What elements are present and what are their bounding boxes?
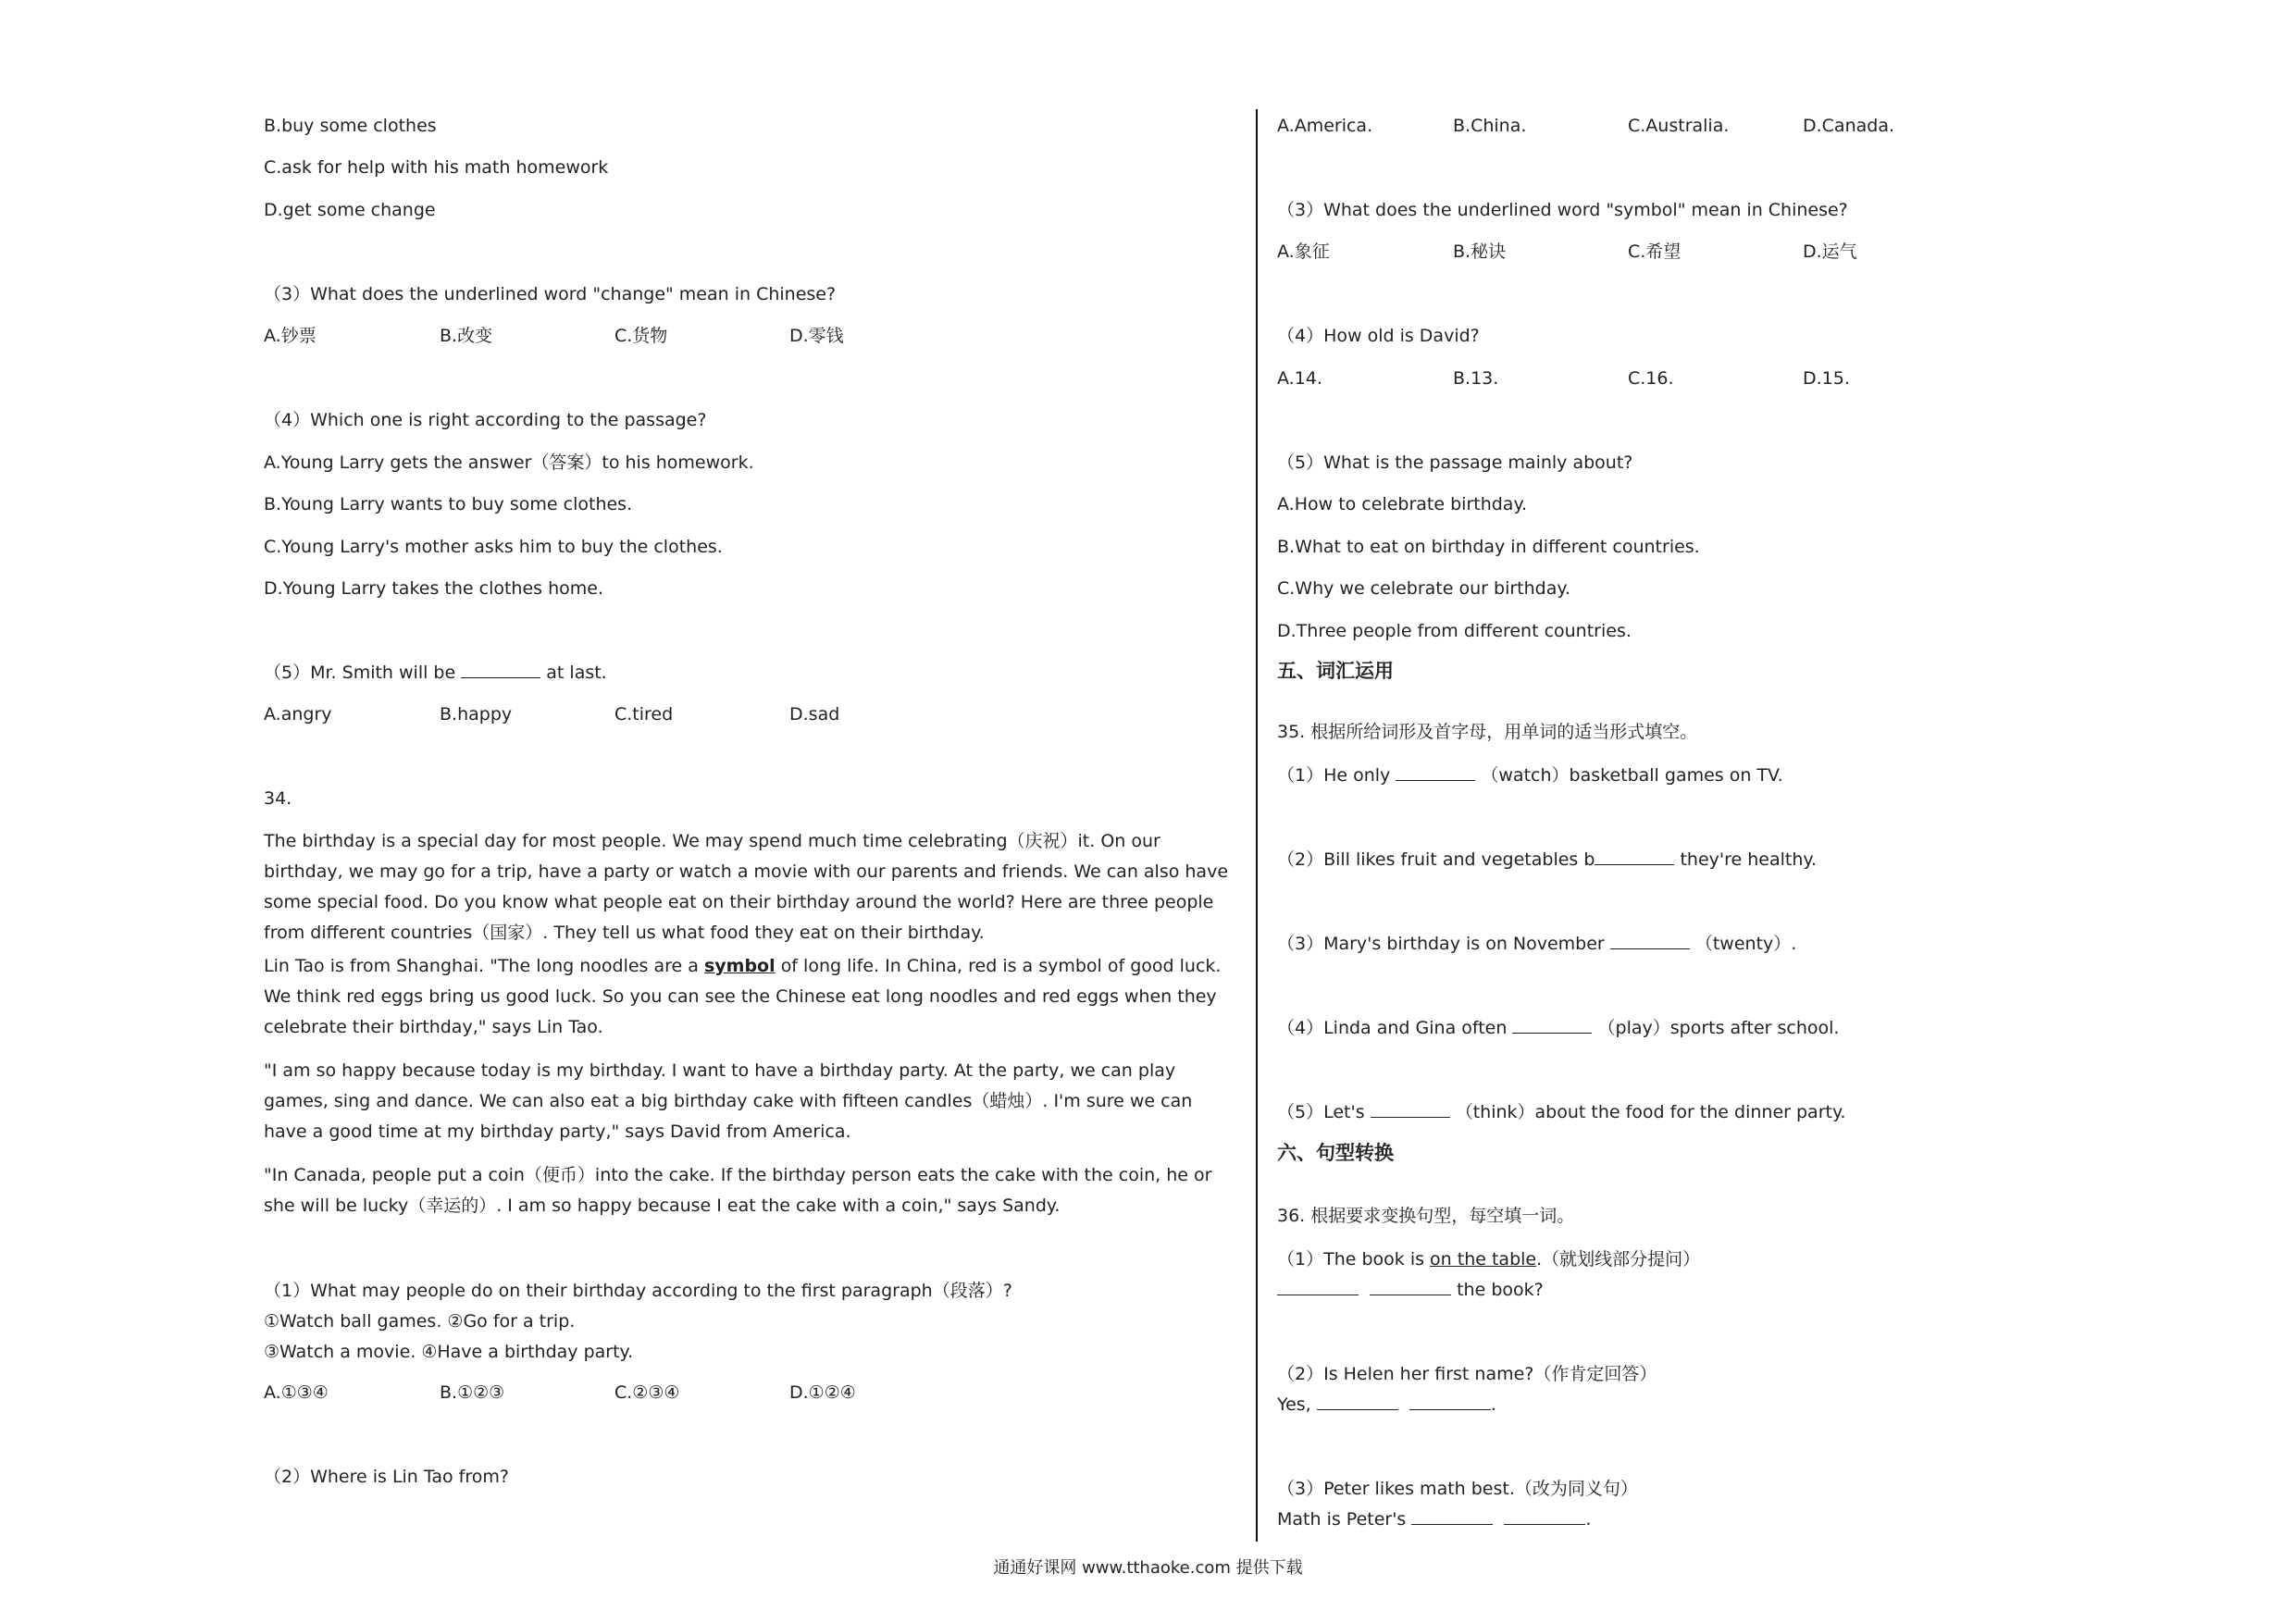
q35-2-after: they're healthy. [1680,849,1817,870]
q36-2-line-2-after: . [1490,1394,1496,1415]
column-divider [1256,109,1258,1542]
answer-blank[interactable] [1595,863,1674,865]
q35-1-before: （1）He only [1277,765,1391,786]
q33-5-text-before: （5）Mr. Smith will be [264,663,456,683]
q33-option-d: D.get some change [264,200,436,220]
q36-1 [1277,1249,1700,1270]
section-5-instruction: 35. 根据所给词形及首字母，用单词的适当形式填空。 [1277,722,1698,742]
q34-2-option-a: A.America. [1277,116,1373,136]
q35-4 [1277,1018,1839,1038]
q34-3-option-d: D.运气 [1803,242,1857,262]
answer-blank[interactable] [1370,1294,1451,1295]
answer-blank[interactable] [1512,1032,1592,1034]
q34-2-option-d: D.Canada. [1803,116,1895,136]
q36-1-after: .（就划线部分提问） [1536,1249,1701,1270]
q36-2-line-2 [1277,1394,1496,1415]
q34-p2-before: Lin Tao is from Shanghai. "The long noodles are a [264,956,699,976]
q35-1-after: （watch）basketball games on TV. [1481,765,1783,786]
q34-2-option-b: B.China. [1453,116,1527,136]
q34-paragraph-4: "In Canada, people put a coin（便币）into the cake. If the birthday person eats the cake with the coin, he or she will be lucky（幸运的）. I am so happy because I eat the cake with a coin," says Sandy. [264,1165,1212,1216]
q34-3-option-b: B.秘诀 [1453,242,1507,262]
q33-5-text-after: at last. [546,663,607,683]
q35-3-before: （3）Mary's birthday is on November [1277,934,1605,954]
q34-1-items-line-1: ①Watch ball games. ②Go for a trip. [264,1311,576,1332]
q34-1-option-c: C.②③④ [614,1382,680,1403]
q34-p2-after: of long life. In China, red is a symbol of good luck. We think red eggs bring us good luck. So you can see the Chinese eat long noodles and red eggs when they celebrate their birthday," says Lin Tao. [264,956,1222,1037]
answer-blank[interactable] [1610,948,1690,949]
q34-5-question: （5）What is the passage mainly about? [1277,452,1633,473]
q33-3-option-a: A.钞票 [264,326,316,346]
q34-4-option-c: C.16. [1628,368,1674,389]
q36-1-line-2-after: the book? [1457,1280,1544,1300]
q34-paragraph-2 [264,951,1231,1043]
answer-blank[interactable] [1371,1116,1450,1118]
q35-4-after: （play）sports after school. [1597,1018,1840,1038]
section-5-heading: 五、词汇运用 [1277,660,1394,682]
q33-4-option-a: A.Young Larry gets the answer（答案）to his homework. [264,452,754,473]
section-6-heading: 六、句型转换 [1277,1142,1394,1164]
q34-3-option-a: A.象征 [1277,242,1330,262]
q34-paragraph-1: The birthday is a special day for most people. We may spend much time celebrating（庆祝）it. On our birthday, we may go for a trip, have a party or watch a movie with our parents and friends. We can also have some special food. Do you know what people eat on their birthday around the world? Here are three people from different countries（国家）. They tell us what food they eat on their birthday. [264,831,1229,943]
q35-1 [1277,765,1783,786]
q36-3-line-2 [1277,1509,1591,1530]
q33-5-question [264,663,607,683]
q36-2-line-2-before: Yes, [1277,1394,1311,1415]
q33-3-question: （3）What does the underlined word "change" mean in Chinese? [264,284,837,304]
section-6-instruction: 36. 根据要求变换句型，每空填一词。 [1277,1206,1575,1226]
q34-1-option-d: D.①②④ [789,1382,856,1403]
q35-5-after: （think）about the food for the dinner party. [1455,1102,1846,1122]
answer-blank[interactable] [1277,1294,1359,1295]
q34-4-option-d: D.15. [1803,368,1850,389]
answer-blank[interactable] [1317,1408,1398,1410]
q36-1-before: （1）The book is [1277,1249,1424,1270]
q36-2: （2）Is Helen her first name?（作肯定回答） [1277,1364,1657,1384]
q34-number: 34. [264,788,292,809]
q34-3-option-c: C.希望 [1628,242,1682,262]
q34-5-option-d: D.Three people from different countries. [1277,621,1632,641]
q33-5-option-a: A.angry [264,704,332,725]
q36-1-underlined: on the table [1430,1249,1537,1270]
q35-5 [1277,1102,1846,1122]
q34-1-option-b: B.①②③ [440,1382,505,1403]
q33-option-b: B.buy some clothes [264,116,437,136]
q33-5-option-b: B.happy [440,704,513,725]
q36-1-line-2 [1277,1280,1544,1300]
q34-4-question: （4）How old is David? [1277,326,1480,346]
q33-option-c: C.ask for help with his math homework [264,157,609,178]
q33-3-option-c: C.货物 [614,326,668,346]
q34-5-option-b: B.What to eat on birthday in different countries. [1277,537,1700,557]
q35-3-after: （twenty）. [1694,934,1797,954]
q33-3-option-d: D.零钱 [789,326,844,346]
q33-4-option-c: C.Young Larry's mother asks him to buy the clothes. [264,537,723,557]
answer-blank[interactable] [1411,1523,1493,1525]
q35-2-before: （2）Bill likes fruit and vegetables b [1277,849,1595,870]
q34-5-option-a: A.How to celebrate birthday. [1277,494,1528,514]
q33-3-option-b: B.改变 [440,326,493,346]
q33-4-option-d: D.Young Larry takes the clothes home. [264,578,604,599]
q34-1-option-a: A.①③④ [264,1382,329,1403]
q35-5-before: （5）Let's [1277,1102,1365,1122]
q34-5-option-c: C.Why we celebrate our birthday. [1277,578,1570,599]
q33-5-option-c: C.tired [614,704,674,725]
q35-2 [1277,849,1817,870]
q34-4-option-a: A.14. [1277,368,1322,389]
page-footer: 通通好课网 www.tthaoke.com 提供下载 [993,1558,1303,1578]
answer-blank[interactable] [1409,1408,1491,1410]
q34-paragraph-3: "I am so happy because today is my birthday. I want to have a birthday party. At the party, we can play games, sing and dance. We can also eat a big birthday cake with fifteen candles（蜡烛）. I'm sure we can have a good time at my birthday party," says David from America. [264,1060,1193,1142]
q36-3-line-2-before: Math is Peter's [1277,1509,1407,1530]
q33-5-option-d: D.sad [789,704,840,725]
q34-4-option-b: B.13. [1453,368,1499,389]
q34-1-items-line-2: ③Watch a movie. ④Have a birthday party. [264,1342,634,1362]
q34-1-question: （1）What may people do on their birthday according to the first paragraph（段落）? [264,1281,1012,1301]
q34-3-question: （3）What does the underlined word "symbol" mean in Chinese? [1277,200,1848,220]
q35-4-before: （4）Linda and Gina often [1277,1018,1508,1038]
q33-4-question: （4）Which one is right according to the passage? [264,410,707,430]
answer-blank[interactable] [1396,779,1475,781]
q34-2-question: （2）Where is Lin Tao from? [264,1467,509,1487]
answer-blank[interactable] [461,676,540,678]
q36-3: （3）Peter likes math best.（改为同义句） [1277,1479,1638,1499]
q33-4-option-b: B.Young Larry wants to buy some clothes. [264,494,633,514]
q35-3 [1277,934,1796,954]
q34-2-option-c: C.Australia. [1628,116,1730,136]
q36-3-line-2-after: . [1585,1509,1592,1530]
answer-blank[interactable] [1504,1523,1585,1525]
underlined-word-symbol: symbol [703,956,776,976]
